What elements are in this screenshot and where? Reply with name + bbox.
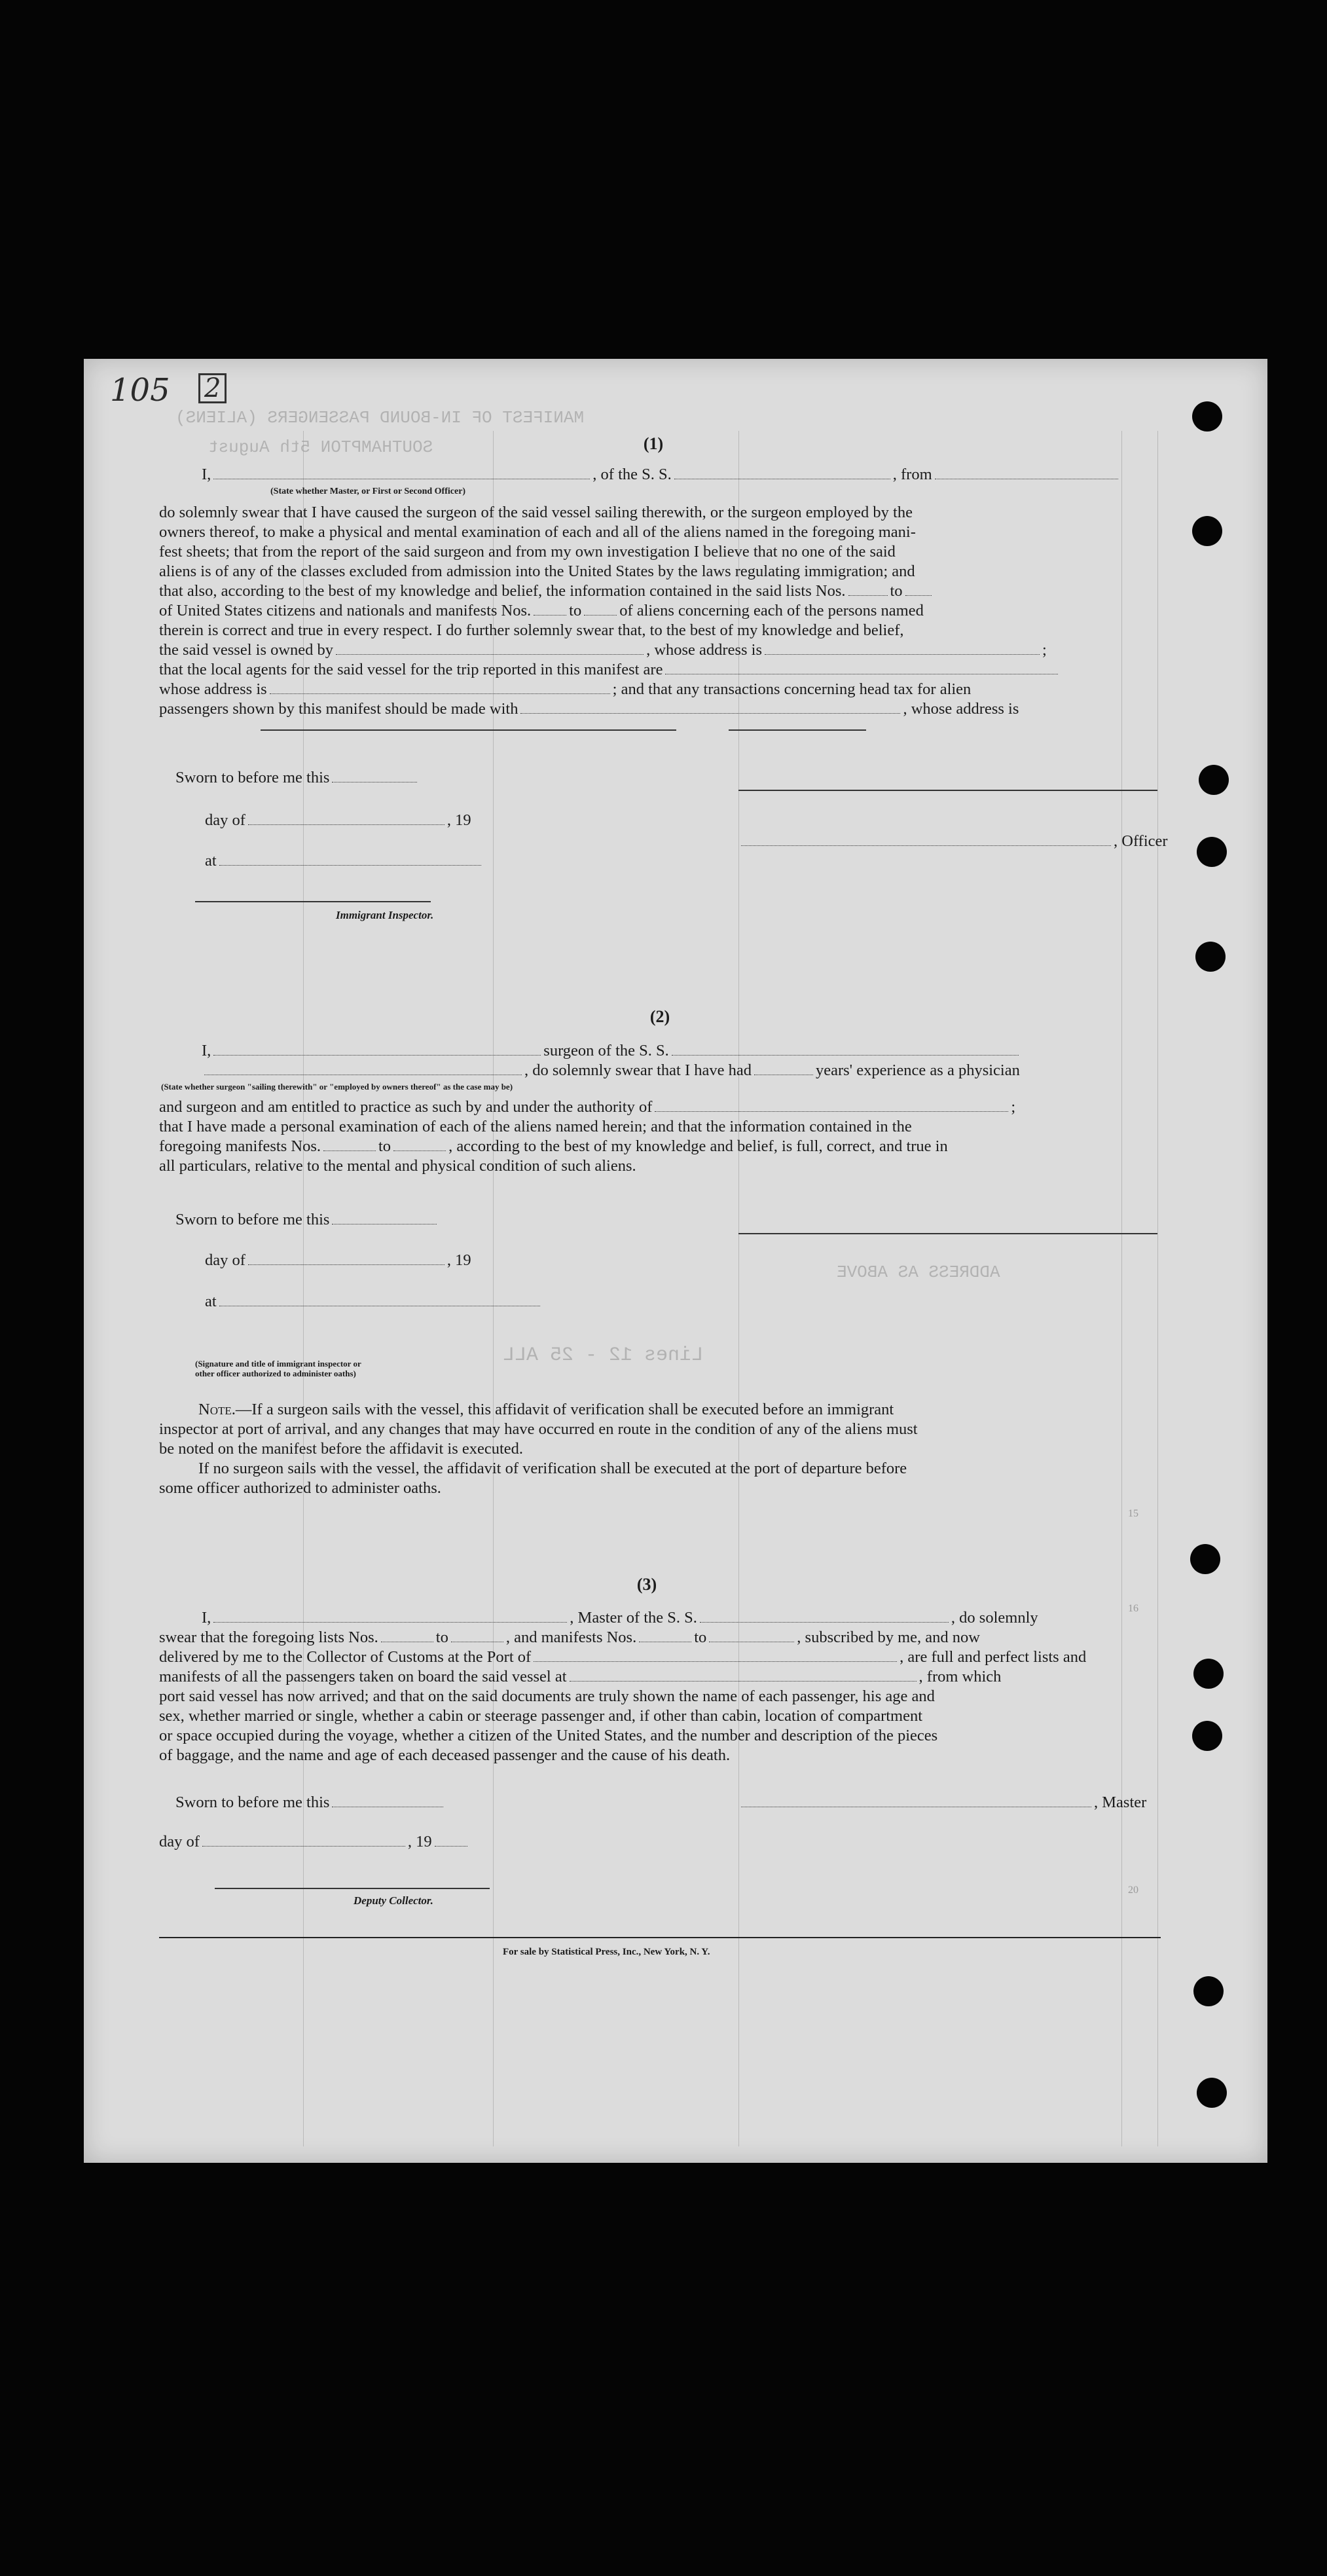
blank-master-signature <box>741 1806 1091 1807</box>
blank-officer <box>741 845 1111 846</box>
text: Sworn to before me this <box>175 1211 330 1228</box>
section-2-second-line <box>202 1061 1020 1080</box>
section-1-line <box>159 581 934 601</box>
punch-hole <box>1197 2078 1227 2108</box>
section-1-line <box>159 680 971 699</box>
text: years' experience as a physician <box>815 1061 1020 1079</box>
blank <box>709 1641 794 1642</box>
text: to <box>890 582 903 600</box>
day-line-2 <box>205 1251 471 1270</box>
punch-hole <box>1193 1976 1224 2006</box>
row-number: 16 <box>1128 1603 1138 1614</box>
text: day of <box>159 1833 200 1850</box>
text: manifests of all the passengers taken on board the said vessel at <box>159 1668 567 1685</box>
text: to <box>569 602 582 619</box>
text: Sworn to before me this <box>175 1794 330 1811</box>
text: , 19 <box>446 1251 471 1269</box>
text: , of the S. S. <box>592 466 672 483</box>
section-1-line: do solemnly swear that I have caused the surgeon of the said vessel sailing therewith, or the surgeon employed by the <box>159 504 913 521</box>
text: delivered by me to the Collector of Customs at the Port of <box>159 1648 532 1666</box>
blank <box>332 781 417 782</box>
text: of aliens concerning each of the persons named <box>619 602 924 619</box>
immigrant-inspector-caption: Immigrant Inspector. <box>336 909 434 921</box>
text: at <box>205 1293 217 1310</box>
section-3-line <box>159 1647 1086 1667</box>
blank-address <box>270 693 610 694</box>
text: and surgeon and am entitled to practice as such by and under the authority of <box>159 1098 653 1116</box>
section-3-line: sex, whether married or single, whether a cabin or steerage passenger and, if other than cabin, location of compartment <box>159 1707 923 1725</box>
text: I, <box>202 1609 211 1627</box>
blank-years <box>754 1074 813 1075</box>
section-3-line <box>159 1628 980 1647</box>
at-line-1 <box>205 851 484 871</box>
section-1-first-line <box>202 465 1121 485</box>
text: , 19 <box>407 1833 432 1850</box>
section-3-line: port said vessel has now arrived; and that on the said documents are truly shown the name of each passenger, his age and <box>159 1687 935 1705</box>
text: , whose address is <box>903 700 1019 718</box>
blank <box>435 1845 467 1847</box>
blank <box>219 1305 540 1306</box>
blank-surgeon-name <box>213 1054 541 1056</box>
text: , and manifests Nos. <box>505 1628 637 1646</box>
punch-hole <box>1192 1721 1222 1751</box>
section-1-line <box>159 640 1047 660</box>
section-1-line <box>159 601 924 621</box>
section-1-line: therein is correct and true in every respect. I do further solemnly swear that, to the best of my knowledge and belief, <box>159 621 904 639</box>
section-1-line: aliens is of any of the classes excluded from admission into the United States by the laws regulating immigration; and <box>159 562 915 580</box>
bleed-through-text: SOUTHAMPTON 5th August <box>208 437 433 457</box>
text: , Master <box>1094 1794 1147 1811</box>
blank <box>248 824 445 825</box>
blank-port <box>534 1661 897 1662</box>
day-line-1 <box>205 811 471 830</box>
punch-hole <box>1197 837 1227 867</box>
folio-number: 105 <box>110 372 170 409</box>
text: surgeon of the S. S. <box>543 1042 669 1059</box>
signature-line <box>738 790 1157 791</box>
officer-line <box>738 832 1168 851</box>
section-2-line <box>159 1137 948 1156</box>
blank <box>323 1150 376 1151</box>
text: to <box>378 1137 391 1155</box>
signature-note-1: (Signature and title of immigrant inspector or <box>195 1359 361 1369</box>
text: the said vessel is owned by <box>159 641 334 659</box>
blank-port <box>935 478 1118 479</box>
note-line: inspector at port of arrival, and any changes that may have occurred en route in the condition of any of the aliens must <box>159 1420 918 1438</box>
text: to <box>694 1628 707 1646</box>
section-2-line: all particulars, relative to the mental and physical condition of such aliens. <box>159 1157 636 1175</box>
text: , do solemnly <box>951 1609 1038 1627</box>
blank-master <box>213 478 590 479</box>
punch-hole <box>1192 401 1222 432</box>
blank-agents <box>665 673 1058 674</box>
text: foregoing manifests Nos. <box>159 1137 321 1155</box>
text: ; <box>1011 1098 1016 1116</box>
blank-ship <box>700 1621 949 1623</box>
section-2-first-line <box>202 1041 1021 1061</box>
blank <box>393 1150 446 1151</box>
blank-authority <box>655 1111 1008 1112</box>
section-2-line <box>159 1097 1015 1117</box>
blank <box>332 1223 437 1224</box>
blank <box>202 1845 405 1847</box>
text: I, <box>202 1042 211 1059</box>
note-line: some officer authorized to administer oaths. <box>159 1479 441 1497</box>
text: , according to the best of my knowledge and belief, is full, correct, and true in <box>448 1137 948 1155</box>
note-line: If no surgeon sails with the vessel, the affidavit of verification shall be executed at the port of departure before <box>198 1460 907 1477</box>
section-1-number: (1) <box>643 434 664 453</box>
folio-stamp: 2 <box>198 373 227 403</box>
note-line <box>198 1400 894 1420</box>
section-3-number: (3) <box>636 1575 657 1594</box>
bleed-through-text: ADDRESS AS ABOVE <box>837 1262 1000 1282</box>
punch-hole <box>1193 1659 1224 1689</box>
text: , are full and perfect lists and <box>900 1648 1087 1666</box>
manifest-sheet <box>84 359 1267 2163</box>
blank <box>639 1641 691 1642</box>
row-number: 20 <box>1128 1885 1138 1896</box>
text: —If a surgeon sails with the vessel, this affidavit of verification shall be executed before an immigrant <box>235 1401 894 1418</box>
signature-line <box>738 1233 1157 1234</box>
text: day of <box>205 1251 245 1269</box>
section-3-first-line <box>202 1608 1038 1628</box>
section-1-line: owners thereof, to make a physical and mental examination of each and all of the aliens named in the foregoing mani- <box>159 523 916 541</box>
section-2-number: (2) <box>649 1007 670 1026</box>
punch-hole <box>1199 765 1229 795</box>
text: that also, according to the best of my knowledge and belief, the information contained in the said lists Nos. <box>159 582 846 600</box>
note-label: Note. <box>198 1401 236 1418</box>
blank-owner <box>336 653 644 655</box>
text: day of <box>205 811 245 829</box>
printer-imprint: For sale by Statistical Press, Inc., New York, N. Y. <box>503 1947 710 1957</box>
deputy-signature-line <box>215 1888 490 1889</box>
blank <box>451 1641 503 1642</box>
sworn-line-2 <box>175 1210 439 1230</box>
text: , from which <box>918 1668 1002 1685</box>
text: , Officer <box>1114 832 1168 850</box>
inspector-signature-line <box>195 901 431 902</box>
blank-master <box>213 1621 567 1623</box>
text: swear that the foregoing lists Nos. <box>159 1628 378 1646</box>
section-3-line: or space occupied during the voyage, whether a citizen of the United States, and the number and description of the pieces <box>159 1727 938 1744</box>
text: whose address is <box>159 680 267 698</box>
text: I, <box>202 466 211 483</box>
blank <box>584 614 617 616</box>
master-line <box>738 1793 1146 1812</box>
blank-ship <box>674 478 890 479</box>
sworn-line-3 <box>175 1793 446 1812</box>
text: that the local agents for the said vessel for the trip reported in this manifest are <box>159 661 663 678</box>
footer-rule <box>159 1937 1161 1938</box>
text: , 19 <box>446 811 471 829</box>
blank <box>848 595 888 596</box>
blank <box>204 1074 522 1075</box>
bleed-through-text: Lines 12 - 25 ALL <box>503 1344 704 1367</box>
text: Sworn to before me this <box>175 769 330 786</box>
note-line: be noted on the manifest before the affidavit is executed. <box>159 1440 524 1458</box>
day-line-3 <box>159 1832 470 1852</box>
blank-port <box>570 1680 917 1682</box>
punch-hole <box>1190 1544 1220 1574</box>
deputy-collector-caption: Deputy Collector. <box>354 1894 433 1907</box>
column-line <box>1157 431 1158 2146</box>
underline <box>261 729 676 731</box>
text: at <box>205 852 217 870</box>
at-line-2 <box>205 1292 543 1312</box>
row-number: 15 <box>1128 1508 1138 1519</box>
blank-ship <box>672 1054 1019 1056</box>
signature-note-2: other officer authorized to administer oaths) <box>195 1369 356 1378</box>
blank <box>381 1641 433 1642</box>
text: to <box>435 1628 448 1646</box>
text: passengers shown by this manifest should be made with <box>159 700 518 718</box>
sworn-line-1 <box>175 768 420 788</box>
text: , from <box>892 466 932 483</box>
punch-hole <box>1192 516 1222 546</box>
section-1-line <box>159 660 1061 680</box>
section-3-line: of baggage, and the name and age of each deceased passenger and the cause of his death. <box>159 1746 731 1764</box>
text: ; <box>1042 641 1047 659</box>
section-1-line: fest sheets; that from the report of the said surgeon and from my own investigation I believe that no one of the said <box>159 543 896 561</box>
section-1-line <box>159 699 1019 719</box>
blank <box>219 864 481 866</box>
column-line <box>1121 431 1122 2146</box>
blank <box>534 614 566 616</box>
section-2-line: that I have made a personal examination of each of the aliens named herein; and that the information contained in the <box>159 1118 912 1135</box>
text: of United States citizens and nationals and manifests Nos. <box>159 602 532 619</box>
section-1-state-note: (State whether Master, or First or Second Officer) <box>270 487 466 496</box>
blank <box>905 595 932 596</box>
section-2-state-note: (State whether surgeon "sailing therewith" or "employed by owners thereof" as the case may be) <box>161 1082 513 1092</box>
section-3-line <box>159 1667 1001 1687</box>
blank-head-tax <box>520 712 900 714</box>
blank <box>332 1806 443 1807</box>
text: , Master of the S. S. <box>570 1609 697 1627</box>
blank <box>248 1264 445 1265</box>
text: , whose address is <box>646 641 762 659</box>
text: ; and that any transactions concerning head tax for alien <box>612 680 972 698</box>
blank-address <box>765 653 1040 655</box>
bleed-through-text: MANIFEST OF IN-BOUND PASSENGERS (ALIENS) <box>175 408 585 428</box>
underline <box>729 729 866 731</box>
text: , subscribed by me, and now <box>797 1628 980 1646</box>
punch-hole <box>1195 942 1226 972</box>
text: , do solemnly swear that I have had <box>524 1061 752 1079</box>
